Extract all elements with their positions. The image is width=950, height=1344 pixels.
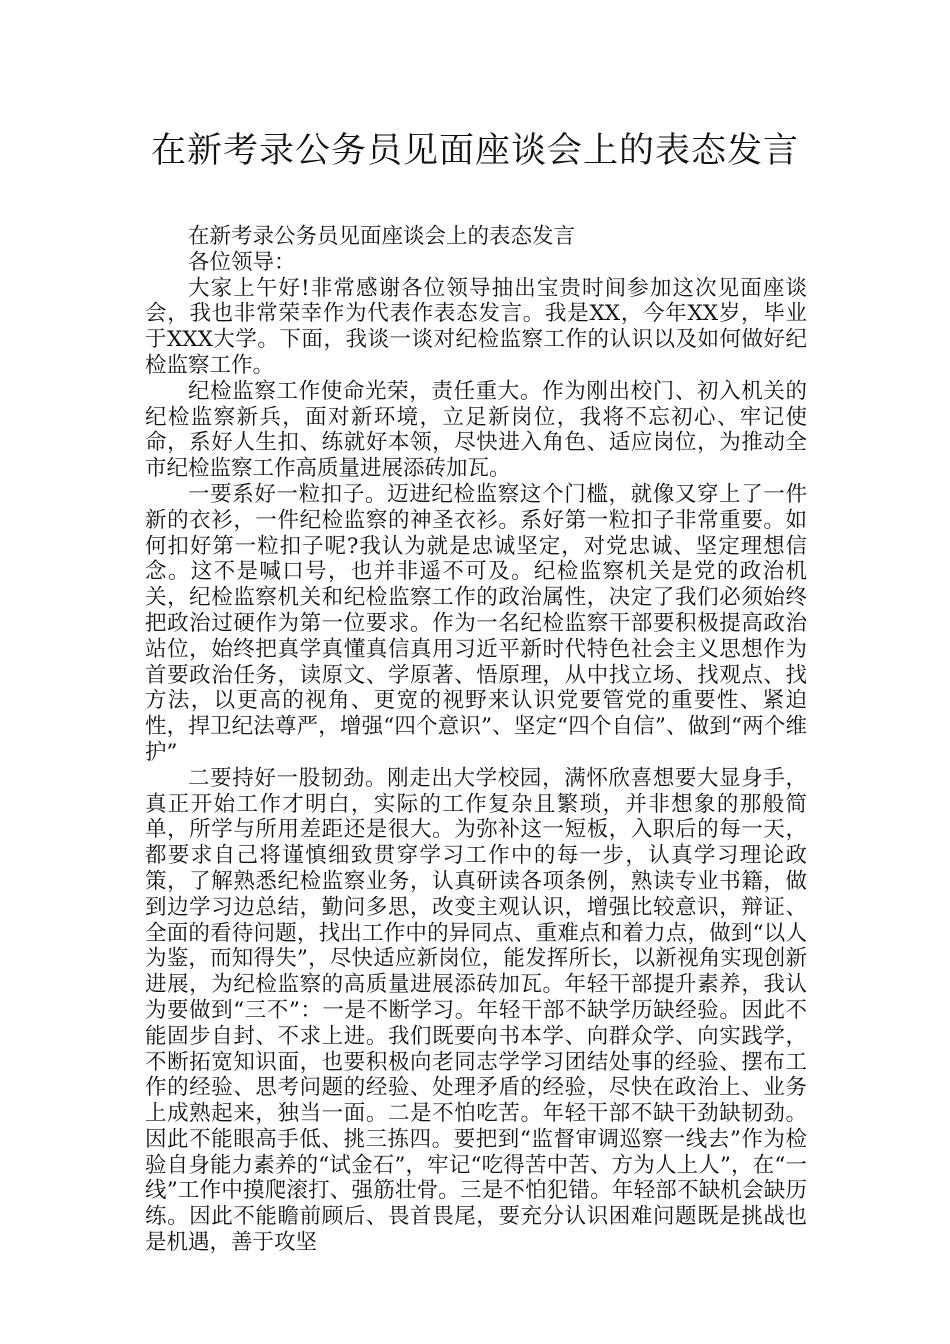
paragraph: 一要系好一粒扣子。迈进纪检监察这个门槛，就像又穿上了一件新的衣衫，一件纪检监察的神圣衣衫。系好第一粒扣子非常重要。如何扣好第一粒扣子呢?我认为就是忠诚坚定，对党忠诚、坚定理想信念。这不是喊口号，也并非遥不可及。纪检监察机关是党的政治机关，纪检监察机关和纪检监察工作的政治属性，决定了我们必须始终把政治过硬作为第一位要求。作为一名纪检监察干部要积极提高政治站位，始终把真学真懂真信真用习近平新时代特色社会主义思想作为首要政治任务，读原文、学原著、悟原理，从中找立场、找观点、找方法，以更高的视角、更宽的视野来认识党要管党的重要性、紧迫性，捍卫纪法尊严，增强“四个意识”、坚定“四个自信”、做到“两个维护” xyxy=(145,481,807,765)
document-body xyxy=(145,224,807,1256)
document-title: 在新考录公务员见面座谈会上的表态发言 xyxy=(150,131,799,171)
paragraph: 二要持好一股韧劲。刚走出大学校园，满怀欣喜想要大显身手，真正开始工作才明白，实际的工作复杂且繁琐，并非想象的那般简单，所学与所用差距还是很大。为弥补这一短板，入职后的每一天，都要求自己将谨慎细致贯穿学习工作中的每一步，认真学习理论政策，了解熟悉纪检监察业务，认真研读各项条例，熟读专业书籍，做到边学习边总结，勤问多思，改变主观认识，增强比较意识，辩证、全面的看待问题，找出工作中的异同点、重难点和着力点，做到“以人为鉴，而知得失”，尽快适应新岗位，能发挥所长，以新视角实现创新进展，为纪检监察的高质量进展添砖加瓦。年轻干部提升素养，我认为要做到“三不”：一是不断学习。年轻干部不缺学历缺经验。因此不能固步自封、不求上进。我们既要向书本学、向群众学、向实践学，不断拓宽知识面，也要积极向老同志学学习团结处事的经验、摆布工作的经验、思考问题的经验、处理矛盾的经验，尽快在政治上、业务上成熟起来，独当一面。二是不怕吃苦。年轻干部不缺干劲缺韧劲。因此不能眼高手低、挑三拣四。要把到“监督审调巡察一线去”作为检验自身能力素养的“试金石”，牢记“吃得苦中苦、方为人上人”，在“一线”工作中摸爬滚打、强筋壮骨。三是不怕犯错。年轻部不缺机会缺历练。因此不能瞻前顾后、畏首畏尾，要充分认识困难问题既是挑战也是机遇，善于攻坚 xyxy=(145,765,807,1256)
paragraph: 纪检监察工作使命光荣，责任重大。作为刚出校门、初入机关的纪检监察新兵，面对新环境，立足新岗位，我将不忘初心、牢记使命，系好人生扣、练就好本领，尽快进入角色、适应岗位，为推动全市纪检监察工作高质量进展添砖加瓦。 xyxy=(145,378,807,482)
document-subtitle: 在新考录公务员见面座谈会上的表态发言 xyxy=(188,224,576,249)
salutation: 各位领导： xyxy=(188,249,296,275)
paragraph: 大家上午好!非常感谢各位领导抽出宝贵时间参加这次见面座谈会，我也非常荣幸作为代表作表态发言。我是XX，今年XX岁，毕业于XXX大学。下面，我谈一谈对纪检监察工作的认识以及如何做好纪检监察工作。 xyxy=(145,275,807,378)
